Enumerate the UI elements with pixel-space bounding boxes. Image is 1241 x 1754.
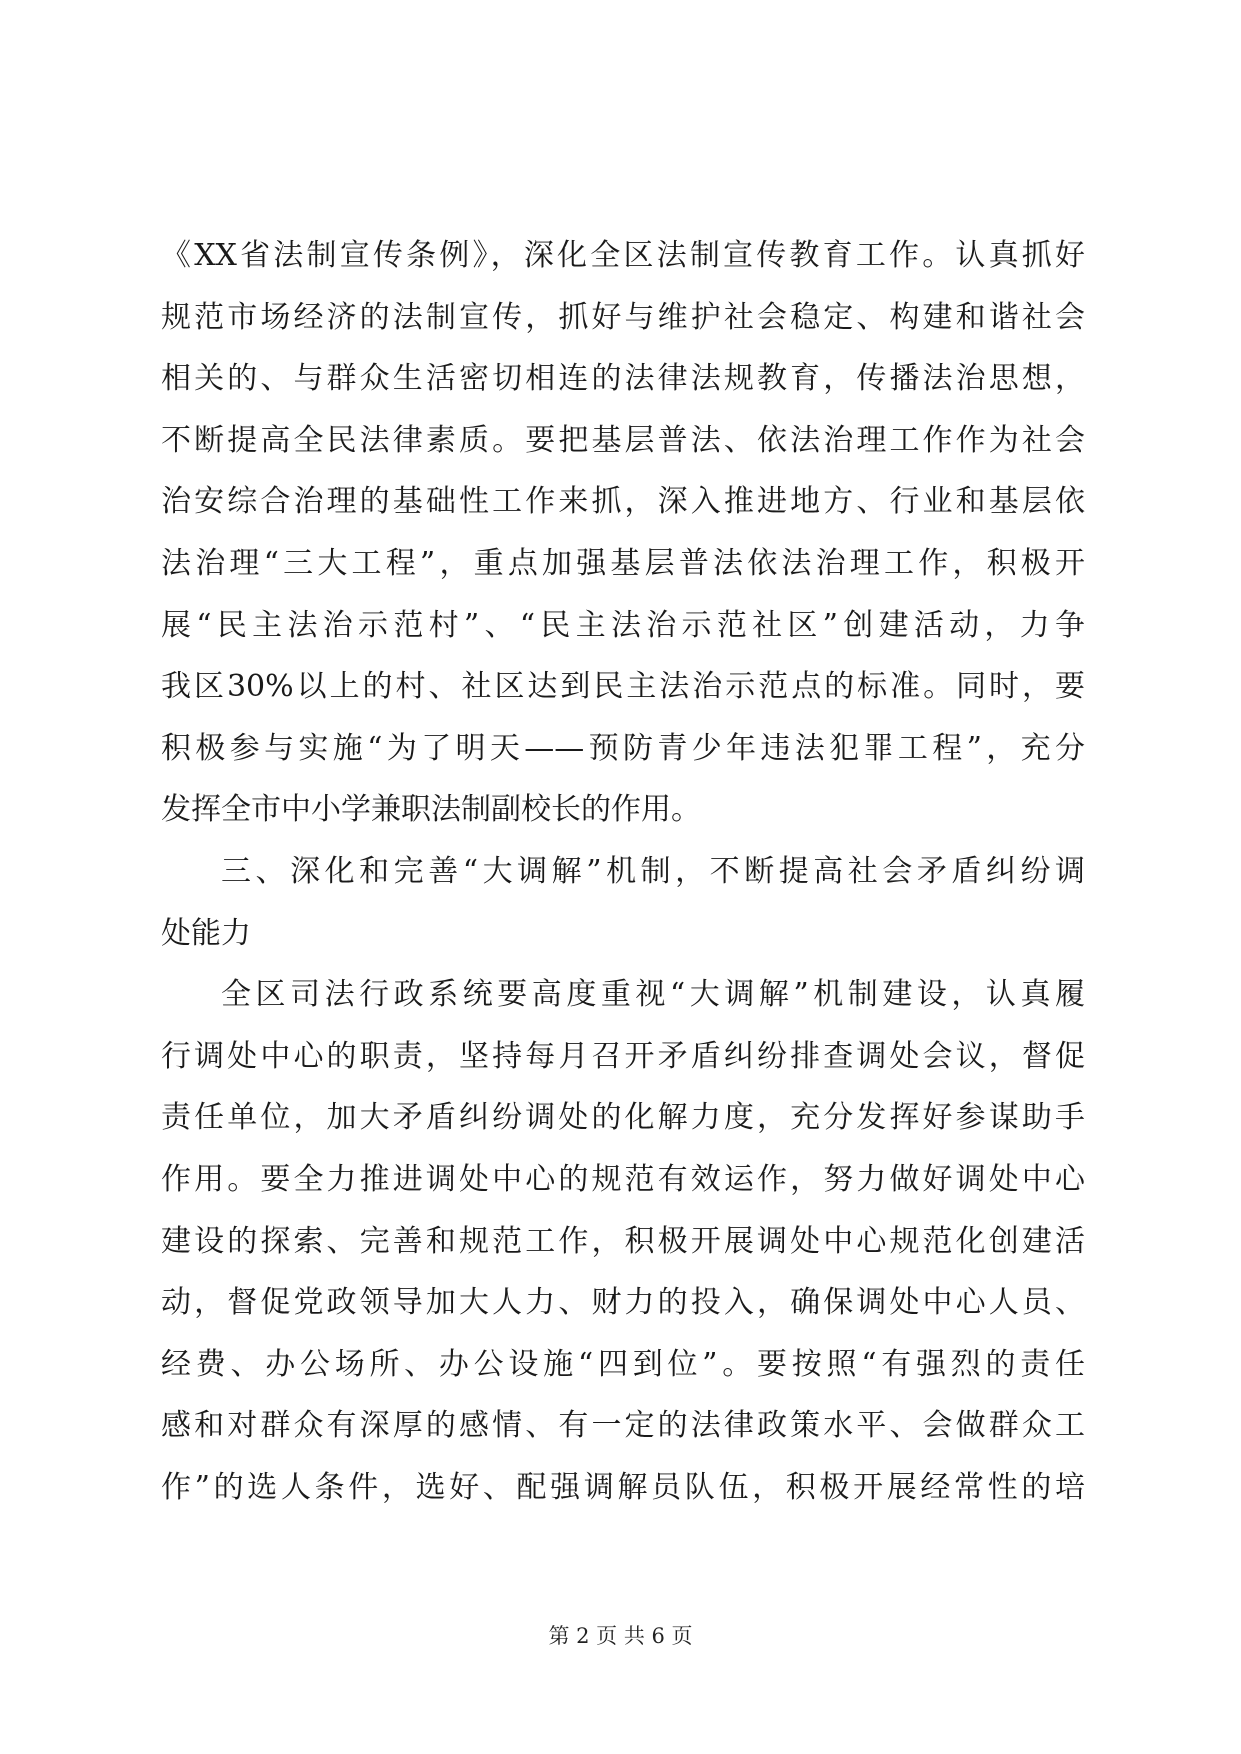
text-line: 全区司法行政系统要高度重视“大调解”机制建设，认真履 [221,977,1085,1013]
text-line: 责任单位，加大矛盾纠纷调处的化解力度，充分发挥好参谋助手 [161,1100,1085,1136]
paragraph-mediation [161,964,1085,1518]
text-line: 作”的选人条件，选好、配强调解员队伍，积极开展经常性的培 [161,1469,1085,1505]
text-line: 不断提高全民法律素质。要把基层普法、依法治理工作作为社会 [161,422,1085,458]
section-heading-three [161,841,1085,964]
paragraph-legal-publicity [161,225,1085,841]
text-line: 我区30%以上的村、社区达到民主法治示范点的标准。同时，要 [161,669,1085,705]
text-line: 建设的探索、完善和规范工作，积极开展调处中心规范化创建活 [161,1223,1085,1259]
text-line: 发挥全市中小学兼职法制副校长的作用。 [161,792,701,828]
page-number-footer: 第 2 页 共 6 页 [548,1624,693,1648]
text-line: 《XX省法制宣传条例》，深化全区法制宣传教育工作。认真抓好 [161,238,1085,273]
text-line: 经费、办公场所、办公设施“四到位”。要按照“有强烈的责任 [161,1346,1085,1382]
text-line: 治安综合治理的基础性工作来抓，深入推进地方、行业和基层依 [161,484,1085,520]
heading-line: 三、深化和完善“大调解”机制，不断提高社会矛盾纠纷调 [221,853,1085,889]
text-line: 动，督促党政领导加大人力、财力的投入，确保调处中心人员、 [161,1285,1085,1321]
text-line: 规范市场经济的法制宣传，抓好与维护社会稳定、构建和谐社会 [161,299,1085,335]
text-line: 作用。要全力推进调处中心的规范有效运作，努力做好调处中心 [161,1161,1085,1197]
text-line: 积极参与实施“为了明天——预防青少年违法犯罪工程”，充分 [161,730,1085,766]
text-line: 感和对群众有深厚的感情、有一定的法律政策水平、会做群众工 [161,1408,1085,1444]
text-line: 行调处中心的职责，坚持每月召开矛盾纠纷排查调处会议，督促 [161,1038,1085,1074]
document-body [161,225,1085,1518]
text-line: 展“民主法治示范村”、“民主法治示范社区”创建活动，力争 [161,607,1085,643]
text-line: 相关的、与群众生活密切相连的法律法规教育，传播法治思想， [161,361,1085,397]
text-line: 法治理“三大工程”，重点加强基层普法依法治理工作，积极开 [161,545,1085,581]
heading-line: 处能力 [161,915,251,951]
